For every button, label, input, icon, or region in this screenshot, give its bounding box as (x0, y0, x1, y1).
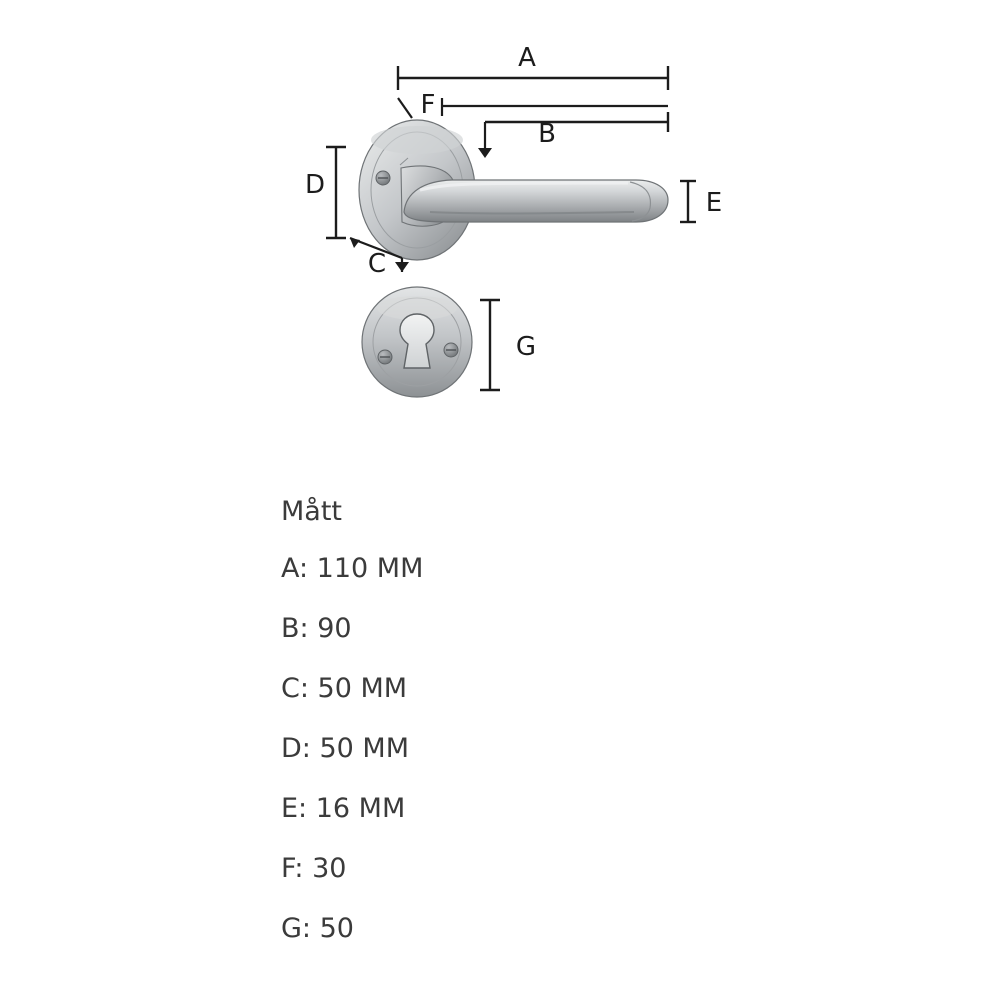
spec-title: Mått (281, 496, 343, 527)
dimension-f (398, 90, 668, 120)
dimension-label-d: D (304, 170, 326, 200)
dimension-label-a: A (518, 43, 536, 73)
dimension-a (398, 43, 668, 90)
dimension-label-b: B (538, 119, 556, 149)
spec-row-c: C: 50 MM (281, 673, 408, 704)
dimension-label-f: F (420, 90, 436, 120)
dimension-label-e: E (705, 188, 723, 218)
dimension-spec-list (281, 498, 881, 975)
spec-row-a: A: 110 MM (281, 553, 424, 584)
handle-lever (404, 180, 668, 222)
keyhole-escutcheon (362, 287, 472, 397)
dimension-label-c: C (367, 249, 387, 279)
spec-row-b: B: 90 (281, 613, 352, 644)
spec-row-d: D: 50 MM (281, 733, 409, 764)
dimension-d (305, 147, 346, 238)
dimension-label-g: G (515, 332, 537, 362)
door-handle-dimension-drawing (0, 0, 1000, 470)
spec-row-g: G: 50 (281, 913, 354, 944)
dimension-g (480, 300, 536, 390)
dimension-b (478, 112, 668, 158)
spec-row-e: E: 16 MM (281, 793, 406, 824)
spec-row-f: F: 30 (281, 853, 347, 884)
dimension-e (680, 181, 722, 222)
